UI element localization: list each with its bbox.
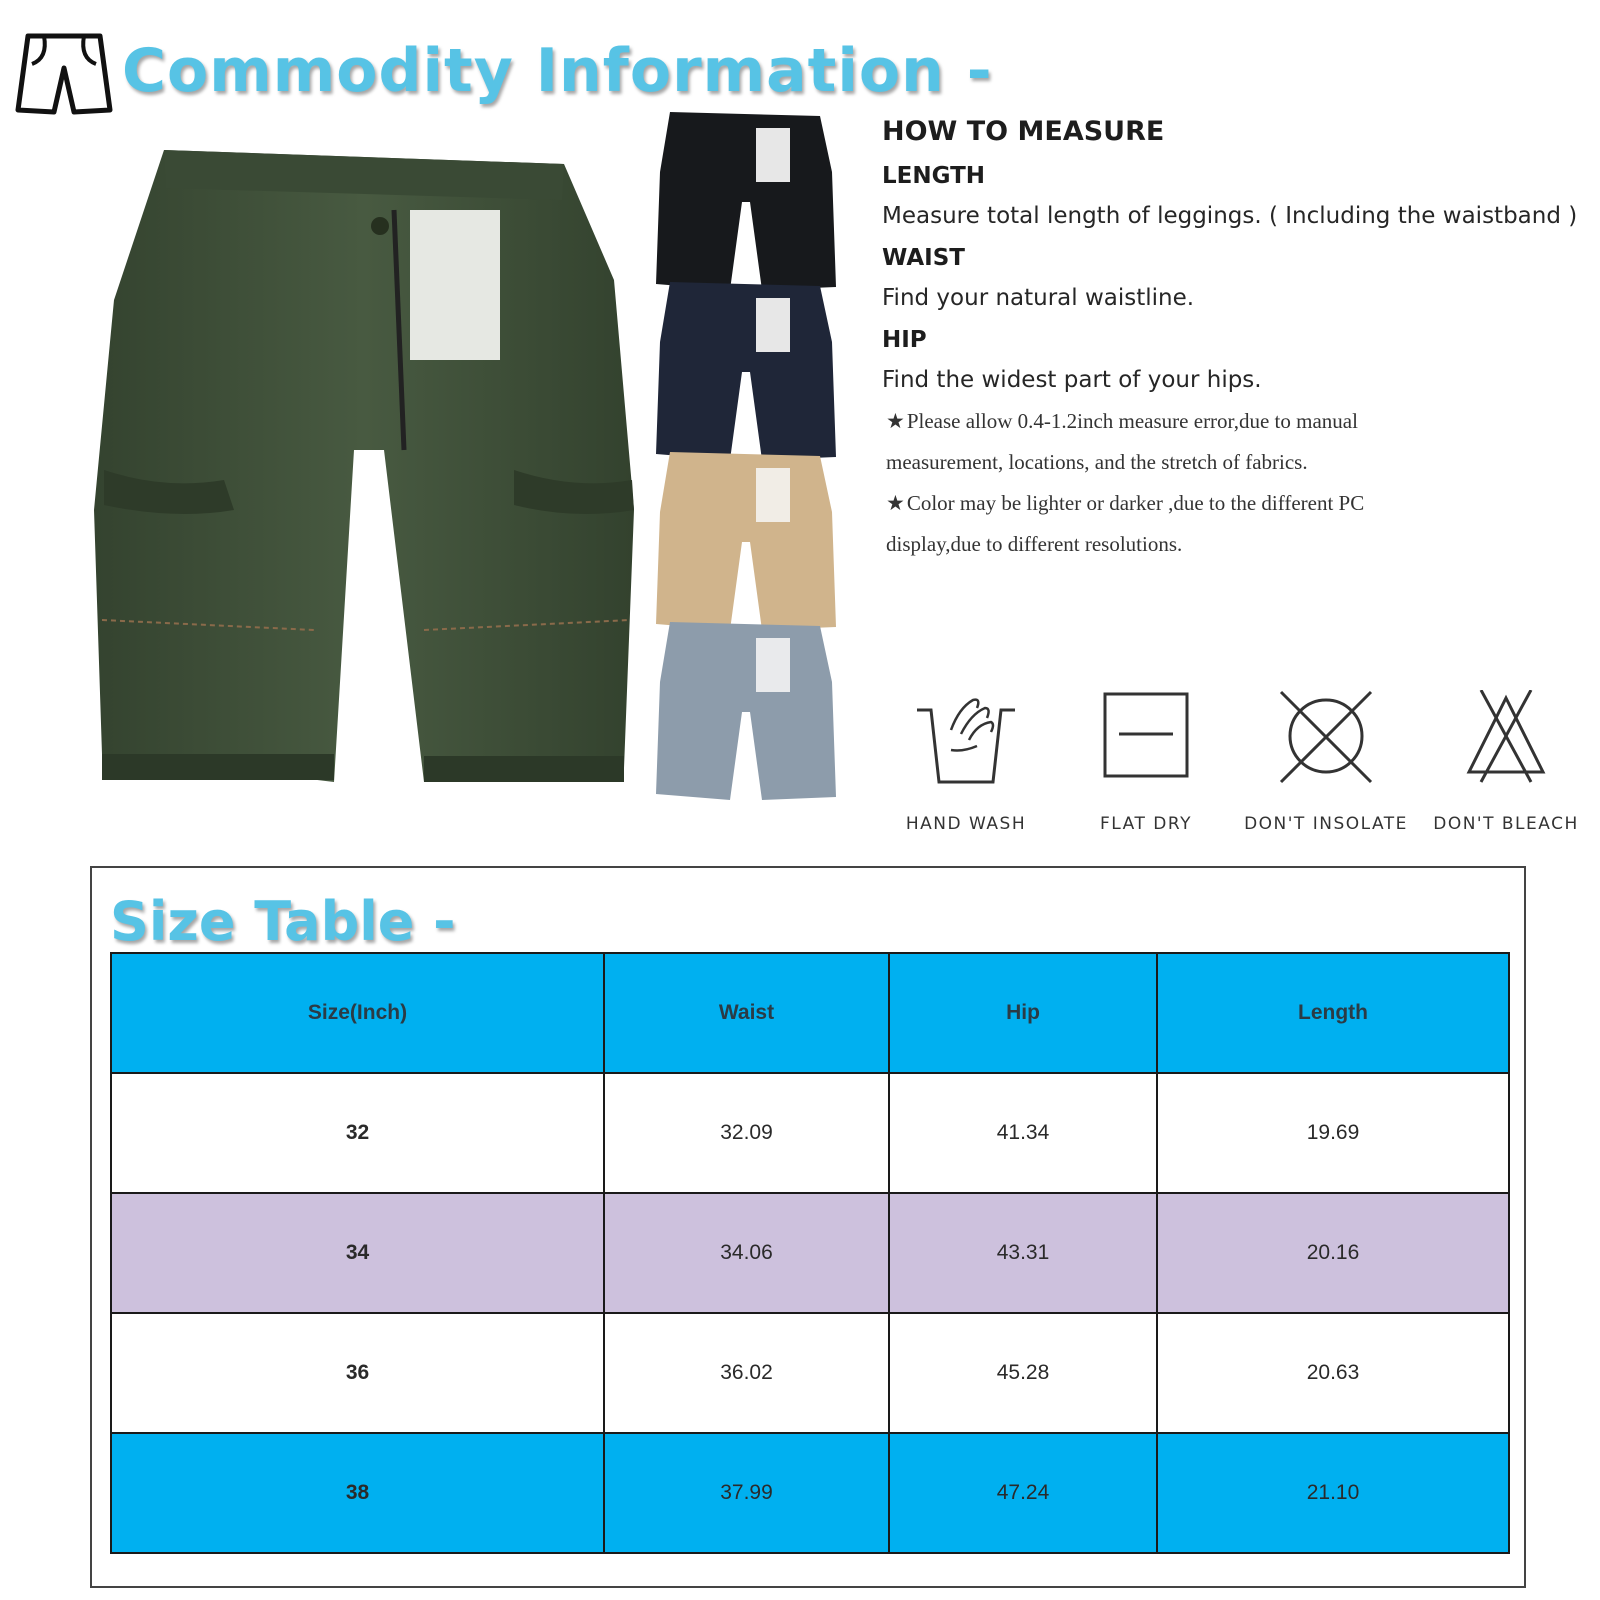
hip-text: Find the widest part of your hips. — [882, 367, 1262, 393]
length-label: LENGTH — [882, 163, 986, 189]
column-header-length: Length — [1157, 953, 1509, 1073]
waist-cell: 37.99 — [604, 1433, 889, 1553]
table-row — [111, 1433, 1509, 1553]
dont-insolate-icon — [1271, 690, 1381, 790]
column-header-size: Size(Inch) — [111, 953, 604, 1073]
waist-cell: 34.06 — [604, 1193, 889, 1313]
how-to-measure-section — [882, 116, 1592, 565]
swatch-shorts-shape — [656, 622, 836, 800]
waist-cell: 36.02 — [604, 1313, 889, 1433]
shorts-outline-icon — [14, 30, 114, 118]
swatch-shorts-shape — [656, 282, 836, 460]
care-label: FLAT DRY — [1100, 814, 1192, 834]
length-cell: 19.69 — [1157, 1073, 1509, 1193]
product-main-photo — [94, 150, 644, 810]
waist-text: Find your natural waistline. — [882, 285, 1195, 311]
size-table — [110, 952, 1510, 1554]
hip-cell: 41.34 — [889, 1073, 1157, 1193]
size-cell: 34 — [111, 1193, 604, 1313]
hip-cell: 45.28 — [889, 1313, 1157, 1433]
care-dont-bleach — [1416, 690, 1596, 840]
flat-dry-icon — [1091, 690, 1201, 790]
table-row — [111, 1313, 1509, 1433]
care-instructions — [876, 690, 1596, 840]
length-cell: 20.63 — [1157, 1313, 1509, 1433]
swatch-shorts-shape — [656, 452, 836, 630]
care-label: HAND WASH — [905, 814, 1027, 834]
care-label: DON'T BLEACH — [1433, 814, 1579, 834]
care-flat-dry — [1056, 690, 1236, 840]
column-header-hip: Hip — [889, 953, 1157, 1073]
size-cell: 38 — [111, 1433, 604, 1553]
swatch-shorts-shape — [656, 112, 836, 290]
length-cell: 20.16 — [1157, 1193, 1509, 1313]
note-color — [886, 483, 1366, 565]
hip-label: HIP — [882, 327, 927, 353]
star-icon: ★ — [886, 409, 905, 433]
table-header-row — [111, 953, 1509, 1073]
page-title: Commodity Information - — [122, 36, 993, 106]
size-table-title: Size Table - — [110, 890, 456, 953]
size-cell: 32 — [111, 1073, 604, 1193]
swatch-grey-blue[interactable] — [652, 622, 842, 802]
dont-bleach-icon — [1451, 690, 1561, 790]
swatch-navy[interactable] — [652, 282, 842, 462]
note-measure-error-text: Please allow 0.4-1.2inch measure error,due to manual measurement, locations, and the stretch of fabrics. — [886, 409, 1358, 474]
care-label: DON'T INSOLATE — [1244, 814, 1408, 834]
waist-cell: 32.09 — [604, 1073, 889, 1193]
swatch-black[interactable] — [652, 112, 842, 292]
table-row — [111, 1193, 1509, 1313]
hip-cell: 43.31 — [889, 1193, 1157, 1313]
how-to-measure-heading: HOW TO MEASURE — [882, 116, 1165, 147]
color-swatches — [652, 112, 842, 852]
length-cell: 21.10 — [1157, 1433, 1509, 1553]
size-table-panel — [90, 866, 1526, 1588]
star-icon: ★ — [886, 491, 905, 515]
note-measure-error — [886, 401, 1366, 483]
hand-wash-icon — [911, 690, 1021, 790]
hip-cell: 47.24 — [889, 1433, 1157, 1553]
care-hand-wash — [876, 690, 1056, 840]
table-row — [111, 1073, 1509, 1193]
column-header-waist: Waist — [604, 953, 889, 1073]
note-color-text: Color may be lighter or darker ,due to the different PC display,due to different resolutions. — [886, 491, 1365, 556]
length-text: Measure total length of leggings. ( Including the waistband ) — [882, 203, 1578, 229]
care-dont-insolate — [1236, 690, 1416, 840]
size-cell: 36 — [111, 1313, 604, 1433]
waist-label: WAIST — [882, 245, 965, 271]
swatch-khaki[interactable] — [652, 452, 842, 632]
